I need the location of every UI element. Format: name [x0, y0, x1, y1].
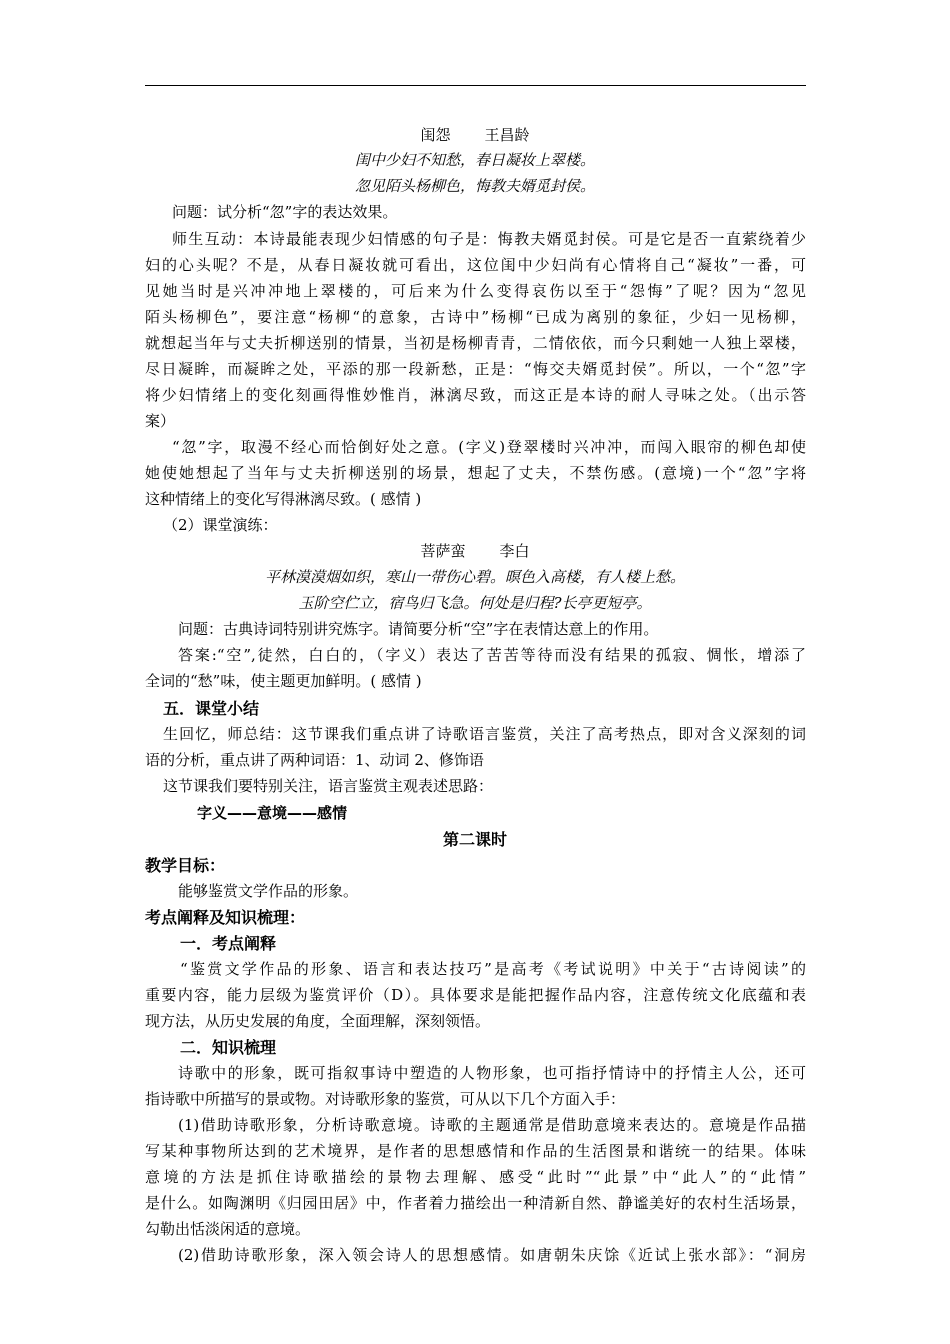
- poem1-line2: 忽见陌头杨柳色，悔教夫婿觅封侯。: [354, 177, 595, 195]
- poem1-heading: [0, 128, 950, 143]
- point1-line: 写某种事物所达到的艺术境界，是作者的思想感情和作品的生活图景和谐统一的结果。体味: [145, 1142, 806, 1160]
- goals-text: 能够鉴赏文学作品的形象。: [178, 882, 359, 900]
- interaction-line: 尽日凝眸，而凝眸之处，平添的那一段新愁，正是：“悔交夫婿觅封侯”。所以，一个“忽”字: [145, 360, 806, 378]
- poem2-author: 李白: [499, 542, 530, 560]
- poem2-line1: 平林漠漠烟如织，寒山一带伤心碧。暝色入高楼，有人楼上愁。: [264, 568, 685, 586]
- point1-line: (1)借助诗歌形象，分析诗歌意境。诗歌的主题通常是借助意境来表达的。意境是作品描: [178, 1116, 806, 1134]
- header-rule: [145, 85, 806, 86]
- answer1-line: “忽”字，取漫不经心而恰倒好处之意。(字义)登翠楼时兴冲冲，而闯入眼帘的柳色却使: [172, 438, 806, 456]
- interaction-line: 师生互动：本诗最能表现少妇情感的句子是：悔教夫婿觅封侯。可是它是否一直萦绕着少: [172, 230, 806, 248]
- point2-line: (2)借助诗歌形象，深入领会诗人的思想感情。如唐朝朱庆馀《近试上张水部》：“洞房: [178, 1246, 806, 1264]
- kp-heading: 考点阐释及知识梳理：: [145, 908, 306, 927]
- answer1-line: 这种情绪上的变化写得淋漓尽致。( 感情 ): [145, 490, 422, 508]
- poem2-heading: [0, 544, 950, 559]
- poem2-title: 菩萨蛮: [420, 542, 466, 560]
- question1: 问题：试分析“忽”字的表达效果。: [172, 203, 398, 221]
- summary-line: 语的分析，重点讲了两种词语：1、动词 2、修饰语: [145, 751, 484, 769]
- interaction-line: 将少妇情绪上的变化刻画得惟妙惟肖，淋漓尽致，而这正是本诗的耐人寻味之处。（出示答: [145, 386, 806, 404]
- summary-line: 这节课我们要特别关注，语言鉴赏主观表述思路：: [163, 777, 494, 795]
- answer2-line: 全词的“愁”味，使主题更加鲜明。( 感情 ): [145, 672, 422, 690]
- point1-line: 是什么。如陶渊明《归园田居》中，作者着力描绘出一种清新自然、静谧美好的农村生活场景，: [145, 1194, 806, 1212]
- answer1-line: 她使她想起了当年与丈夫折柳送别的场景，想起了丈夫，不禁伤感。(意境)一个“忽”字将: [145, 464, 806, 482]
- kp2-heading: 二．知识梳理: [180, 1038, 277, 1057]
- interaction-line: 案）: [145, 412, 176, 430]
- kp1-heading: 一．考点阐释: [180, 934, 277, 953]
- formula: 字义——意境——感情: [197, 804, 348, 822]
- poem1-author: 王昌龄: [484, 126, 530, 144]
- kp2-line: 诗歌中的形象，既可指叙事诗中塑造的人物形象，也可指抒情诗中的抒情主人公，还可: [178, 1064, 806, 1082]
- poem2-line2: 玉阶空伫立，宿鸟归飞急。何处是归程?长亭更短亭。: [298, 594, 652, 612]
- interaction-line: 妇的心头呢？不是，从春日凝妆就可看出，这位闺中少妇尚有心情将自己“凝妆”一番，可: [145, 256, 806, 274]
- answer2-line: 答案:“空”,徒然，白白的，（字义）表达了苦苦等待而没有结果的孤寂、惆怅，增添了: [178, 646, 806, 664]
- interaction-line: 就想起当年与丈夫折柳送别的情景，当初是杨柳青青，二情依依，而今只剩她一人独上翠楼，: [145, 334, 806, 352]
- poem1-line1: 闺中少妇不知愁，春日凝妆上翠楼。: [354, 151, 595, 169]
- kp1-line: 重要内容，能力层级为鉴赏评价（D）。具体要求是能把握作品内容，注意传统文化底蕴和表: [145, 986, 806, 1004]
- kp2-line: 指诗歌中所描写的景或物。对诗歌形象的鉴赏，可从以下几个方面入手：: [145, 1090, 626, 1108]
- summary-line: 生回忆，师总结：这节课我们重点讲了诗歌语言鉴赏，关注了高考热点，即对含义深刻的词: [163, 725, 806, 743]
- interaction-line: 陌头杨柳色”，要注意“杨柳“的意象，古诗中”杨柳“已成为离别的象征，少妇一见杨柳，: [145, 308, 806, 326]
- kp1-line: “鉴赏文学作品的形象、语言和表达技巧”是高考《考试说明》中关于“古诗阅读”的: [180, 960, 806, 978]
- section5-heading: 五．课堂小结: [163, 699, 260, 718]
- interaction-line: 见她当时是兴冲冲地上翠楼的，可后来为什么变得哀伤以至于“怨悔”了呢？因为“忽见: [145, 282, 806, 300]
- lesson2-title: 第二课时: [442, 830, 507, 849]
- point1-line: 意境的方法是抓住诗歌描绘的景物去理解、感受“此时”“此景”中“此人”的“此情”: [145, 1168, 806, 1186]
- point1-line: 勾勒出恬淡闲适的意境。: [145, 1220, 311, 1238]
- goals-heading: 教学目标：: [145, 856, 226, 875]
- kp1-line: 现方法，从历史发展的角度，全面理解，深刻领悟。: [145, 1012, 491, 1030]
- practice-label: （2）课堂演练：: [163, 516, 278, 534]
- poem1-title: 闺怨: [420, 126, 451, 144]
- question2: 问题：古典诗词特别讲究炼字。请简要分析“空”字在表情达意上的作用。: [178, 620, 659, 638]
